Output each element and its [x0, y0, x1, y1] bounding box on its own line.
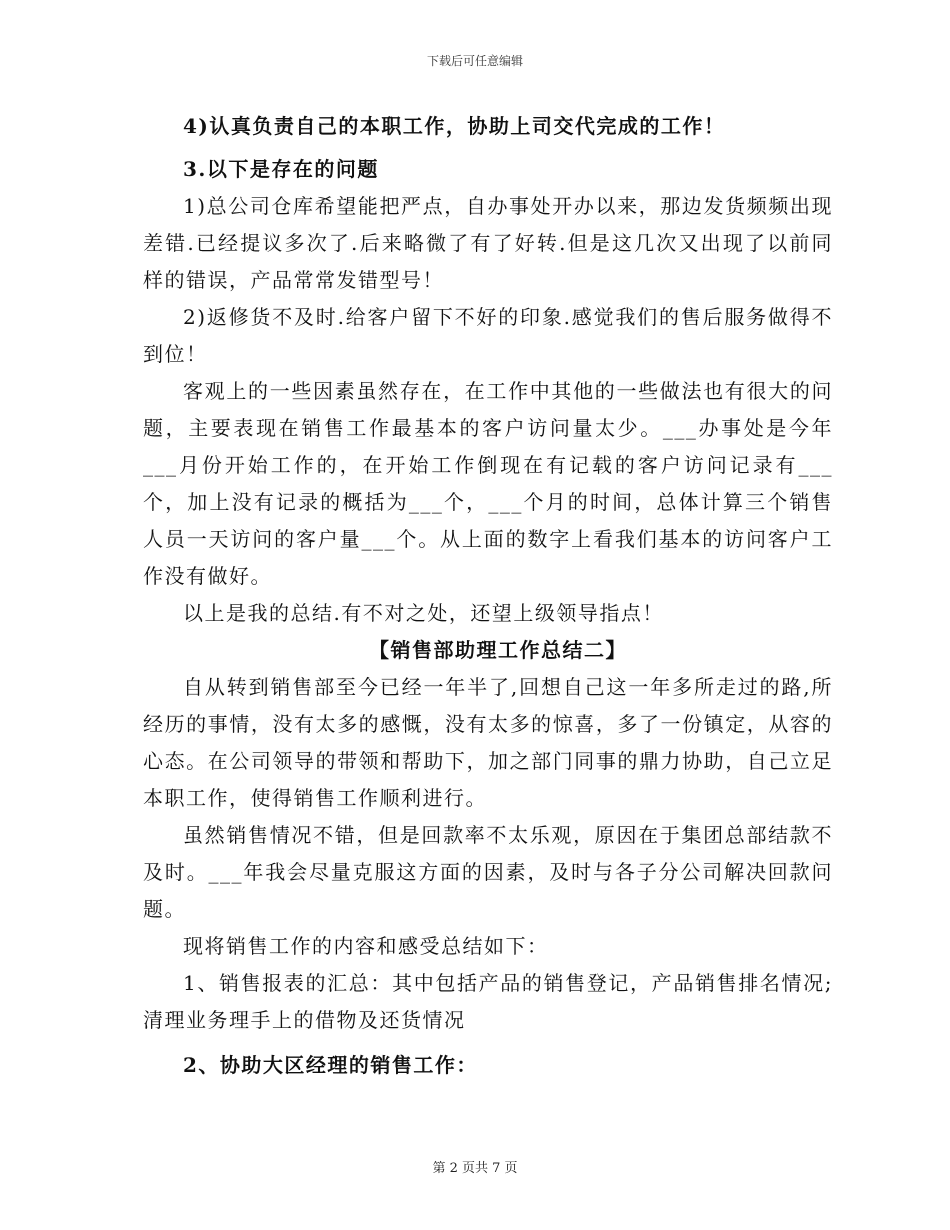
paragraph-objective-factors: 客观上的一些因素虽然存在，在工作中其他的一些做法也有很大的问题，主要表现在销售工作最基本的客户访问量太少。___办事处是今年___月份开始工作的，在开始工作倒现在有记载的客户访问记录有___个，加上没有记录的概括为___个，___个月的时间，总体计算三个销售人员一天访问的客户量___个。从上面的数字上看我们基本的访问客户工作没有做好。	[143, 379, 833, 588]
paragraph-problem-1: 1)总公司仓库希望能把严点，自办事处开办以来，那边发货频频出现差错.已经提议多次了.后来略微了有了好转.但是这几次又出现了以前同样的错误，产品常常发错型号！	[143, 194, 833, 292]
document-body	[143, 108, 833, 1084]
paragraph-problem-2: 2)返修货不及时.给客户留下不好的印象.感觉我们的售后服务做得不到位！	[143, 305, 833, 366]
paragraph-closing: 以上是我的总结.有不对之处，还望上级领导指点！	[183, 601, 664, 625]
paragraph-intro: 自从转到销售部至今已经一年半了,回想自己这一年多所走过的路,所经历的事情，没有太多的感慨，没有太多的惊喜，多了一份镇定，从容的心态。在公司领导的带领和帮助下，加之部门同事的鼎力协助，自己立足本职工作，使得销售工作顺利进行。	[143, 675, 833, 810]
paragraph-payment: 虽然销售情况不错，但是回款率不太乐观，原因在于集团总部结款不及时。___年我会尽量克服这方面的因素，及时与各子分公司解决回款问题。	[143, 823, 833, 921]
section-heading-problems: 3.以下是存在的问题	[183, 157, 379, 181]
page-footer: 第 2 页共 7 页	[432, 1161, 518, 1176]
page-header: 下载后可任意编辑	[426, 54, 523, 68]
section-heading-assist-manager: 2、协助大区经理的销售工作：	[183, 1053, 478, 1077]
paragraph-summary-lead: 现将销售工作的内容和感受总结如下：	[183, 934, 549, 958]
paragraph-sales-report: 1、销售报表的汇总：其中包括产品的销售登记，产品销售排名情况;清理业务理手上的借物及还货情况	[143, 971, 833, 1032]
section-title-summary-two: 【销售部助理工作总结二】	[369, 638, 627, 662]
paragraph-item-4: 4)认真负责自己的本职工作，协助上司交代完成的工作！	[183, 114, 726, 138]
